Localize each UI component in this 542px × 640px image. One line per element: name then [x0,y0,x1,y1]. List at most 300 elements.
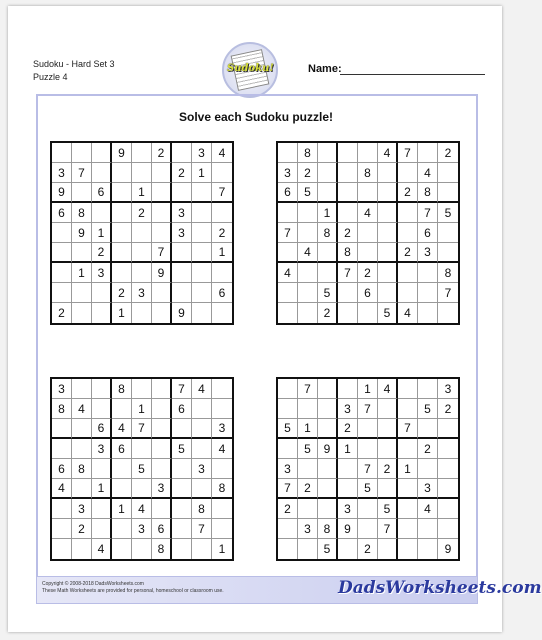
sudoku-cell [172,419,192,439]
sudoku-cell: 6 [52,459,72,479]
sudoku-cell [212,303,232,323]
footer-text [42,581,224,595]
sudoku-cell [112,399,132,419]
sudoku-cell: 4 [192,379,212,399]
sudoku-cell [438,459,458,479]
instructions: Solve each Sudoku puzzle! [178,110,334,124]
sudoku-cell: 2 [92,243,112,263]
sudoku-cell [278,539,298,559]
sudoku-cell [358,223,378,243]
sudoku-cell: 2 [438,399,458,419]
sudoku-cell: 3 [298,519,318,539]
sudoku-cell [358,143,378,163]
sudoku-cell: 7 [278,479,298,499]
sudoku-cell [278,519,298,539]
sudoku-cell: 7 [172,379,192,399]
sudoku-cell [418,419,438,439]
sudoku-cell [358,499,378,519]
sudoku-cell [438,499,458,519]
sudoku-cell: 3 [338,499,358,519]
sudoku-cell [318,499,338,519]
sudoku-cell [192,243,212,263]
sudoku-cell: 3 [278,163,298,183]
sudoku-cell: 7 [72,163,92,183]
sudoku-cell: 5 [278,419,298,439]
sudoku-cell: 5 [318,283,338,303]
sudoku-cell [112,539,132,559]
sudoku-cell [92,379,112,399]
sudoku-cell [358,183,378,203]
sudoku-cell [378,243,398,263]
sudoku-cell: 9 [338,519,358,539]
sudoku-cell [192,223,212,243]
sudoku-cell: 6 [52,203,72,223]
sudoku-cell [378,399,398,419]
sudoku-cell [132,303,152,323]
sudoku-cell [152,439,172,459]
sudoku-cell: 9 [72,223,92,243]
sudoku-cell: 2 [212,223,232,243]
sudoku-cell: 4 [378,143,398,163]
sudoku-cell: 7 [278,223,298,243]
sudoku-cell: 3 [278,459,298,479]
sudoku-cell [72,479,92,499]
sudoku-cell [378,223,398,243]
sudoku-cell [398,203,418,223]
copyright: Copyright © 2008-2018 DadsWorksheets.com [42,581,144,587]
sudoku-cell [72,419,92,439]
sudoku-cell: 3 [212,419,232,439]
sudoku-cell [338,539,358,559]
sudoku-cell [132,379,152,399]
sudoku-cell: 3 [418,243,438,263]
sudoku-cell [92,283,112,303]
sudoku-cell: 7 [398,143,418,163]
sudoku-cell: 6 [172,399,192,419]
sudoku-cell [92,303,112,323]
sudoku-cell [418,459,438,479]
sudoku-cell [318,243,338,263]
sudoku-cell [152,379,172,399]
sudoku-cell [212,459,232,479]
sudoku-cell: 2 [438,143,458,163]
sudoku-cell: 7 [378,519,398,539]
sudoku-cell [72,303,92,323]
sudoku-cell [152,459,172,479]
sudoku-cell [318,183,338,203]
sudoku-cell [52,419,72,439]
sudoku-cell [192,303,212,323]
worksheet-header [33,58,115,84]
sudoku-cell [72,539,92,559]
sudoku-puzzle-3 [50,377,234,561]
sudoku-cell: 1 [218,542,226,556]
logo-text: Sudoku! [227,63,274,74]
sudoku-cell: 5 [438,203,458,223]
sudoku-cell [52,439,72,459]
sudoku-cell [438,439,458,459]
sudoku-cell: 8 [72,203,92,223]
sudoku-cell [172,539,192,559]
sudoku-cell: 4 [358,203,378,223]
sudoku-cell [378,203,398,223]
sudoku-cell [378,439,398,459]
sudoku-cell [298,203,318,223]
sudoku-cell: 6 [358,283,378,303]
sudoku-cell [398,163,418,183]
sudoku-cell [358,419,378,439]
sudoku-cell: 6 [92,183,112,203]
sudoku-cell: 1 [92,479,112,499]
sudoku-cell [52,243,72,263]
sudoku-cell [112,243,132,263]
sudoku-cell [152,303,172,323]
sudoku-puzzle-1 [50,141,234,325]
sudoku-cell [338,203,358,223]
sudoku-cell: 7 [398,419,418,439]
sudoku-cell [318,143,338,163]
sudoku-cell [152,419,172,439]
sudoku-cell: 1 [212,243,232,263]
sudoku-cell [298,223,318,243]
sudoku-cell: 8 [212,479,232,499]
puzzle-number: Puzzle 4 [33,72,68,82]
sudoku-cell [192,439,212,459]
usage-note: These Math Worksheets are provided for personal, homeschool or classroom use. [42,588,224,594]
sudoku-cell: 5 [378,499,398,519]
sudoku-cell: 1 [72,263,92,283]
sudoku-cell [52,519,72,539]
sudoku-cell [52,263,72,283]
sudoku-cell [298,283,318,303]
sudoku-cell [192,419,212,439]
sudoku-cell [72,183,92,203]
sudoku-cell: 8 [338,243,358,263]
sudoku-cell: 3 [172,223,192,243]
sudoku-cell: 7 [152,243,172,263]
sudoku-cell: 3 [92,439,112,459]
sudoku-cell [438,419,458,439]
sudoku-cell [52,283,72,303]
sudoku-cell: 8 [112,379,132,399]
sudoku-cell: 8 [318,519,338,539]
sudoku-cell: 2 [298,479,318,499]
sudoku-cell: 8 [192,499,212,519]
sudoku-cell: 3 [72,499,92,519]
sudoku-cell: 4 [212,143,232,163]
sudoku-cell [338,163,358,183]
sudoku-cell: 2 [298,163,318,183]
sudoku-cell [278,283,298,303]
sudoku-cell [318,399,338,419]
sudoku-cell: 7 [338,263,358,283]
sudoku-cell: 3 [132,283,152,303]
sudoku-cell [378,539,398,559]
sudoku-cell: 5 [298,439,318,459]
sudoku-cell [438,243,458,263]
sudoku-cell: 9 [172,303,192,323]
sudoku-cell: 6 [212,283,232,303]
sudoku-cell [378,263,398,283]
sudoku-cell [278,303,298,323]
sudoku-cell: 2 [132,203,152,223]
sudoku-cell: 7 [418,203,438,223]
sudoku-cell: 5 [172,439,192,459]
sudoku-cell [112,183,132,203]
sudoku-cell: 1 [298,419,318,439]
sudoku-cell: 1 [358,379,378,399]
sudoku-cell: 7 [358,399,378,419]
sudoku-cell [92,459,112,479]
sudoku-cell [318,479,338,499]
sudoku-cell [338,303,358,323]
sudoku-cell: 8 [152,539,172,559]
sudoku-cell [398,283,418,303]
sudoku-cell: 3 [338,399,358,419]
sudoku-cell: 3 [152,479,172,499]
sudoku-cell [152,183,172,203]
sudoku-cell [298,499,318,519]
sudoku-cell: 2 [72,519,92,539]
sudoku-cell [398,439,418,459]
sudoku-cell [192,283,212,303]
sudoku-cell [212,163,232,183]
sudoku-cell [358,303,378,323]
sudoku-cell [398,379,418,399]
sudoku-cell [212,499,232,519]
sudoku-cell [378,183,398,203]
sudoku-cell: 2 [418,439,438,459]
sudoku-cell [338,479,358,499]
sudoku-cell: 4 [298,243,318,263]
sudoku-cell [112,479,132,499]
sudoku-cell [172,263,192,283]
sudoku-cell [132,143,152,163]
sudoku-cell: 9 [112,143,132,163]
sudoku-cell [72,243,92,263]
sudoku-cell [398,499,418,519]
sudoku-cell: 4 [278,263,298,283]
sudoku-cell [132,539,152,559]
sudoku-cell [52,223,72,243]
sudoku-cell [338,143,358,163]
sudoku-cell [438,303,458,323]
sudoku-cell [132,223,152,243]
sudoku-cell: 1 [132,183,152,203]
sudoku-cell [52,143,72,163]
sudoku-cell: 6 [112,439,132,459]
sudoku-cell [72,283,92,303]
sudoku-cell [438,163,458,183]
sudoku-cell: 1 [92,223,112,243]
sudoku-cell: 5 [418,399,438,419]
name-label: Name: [308,63,342,75]
sudoku-cell [172,499,192,519]
sudoku-cell: 4 [92,539,112,559]
sudoku-cell: 8 [72,459,92,479]
sudoku-cell: 3 [192,143,212,163]
sudoku-cell: 5 [318,539,338,559]
sudoku-cell [358,243,378,263]
sudoku-cell [278,399,298,419]
sudoku-cell: 2 [398,183,418,203]
sudoku-cell [318,163,338,183]
sudoku-cell: 2 [152,143,172,163]
sudoku-cell [172,183,192,203]
sudoku-cell [418,263,438,283]
sudoku-cell: 4 [212,439,232,459]
sudoku-cell: 1 [338,439,358,459]
sudoku-cell [298,539,318,559]
sudoku-cell [378,479,398,499]
sudoku-cell [438,223,458,243]
sudoku-cell: 4 [418,163,438,183]
sudoku-cell [398,479,418,499]
sudoku-cell [278,143,298,163]
sudoku-cell [438,183,458,203]
sudoku-cell: 7 [298,379,318,399]
sudoku-cell: 4 [398,303,418,323]
sudoku-cell: 5 [378,303,398,323]
sudoku-cell: 8 [358,163,378,183]
sudoku-cell [418,379,438,399]
sudoku-cell [378,283,398,303]
sudoku-cell: 2 [112,283,132,303]
sudoku-cell [152,223,172,243]
sudoku-cell [358,439,378,459]
sudoku-cell: 3 [92,263,112,283]
sudoku-cell: 1 [132,399,152,419]
sudoku-cell [172,243,192,263]
sudoku-cell: 7 [192,519,212,539]
sudoku-cell: 3 [132,519,152,539]
sudoku-cell [298,399,318,419]
sudoku-cell [438,479,458,499]
sudoku-cell [92,143,112,163]
sudoku-cell [418,143,438,163]
sudoku-cell: 2 [172,163,192,183]
sudoku-cell [398,399,418,419]
sudoku-cell: 3 [52,163,72,183]
sudoku-logo [222,42,278,98]
sudoku-cell: 2 [318,303,338,323]
sudoku-cell: 5 [298,183,318,203]
sudoku-cell [338,379,358,399]
sudoku-cell: 1 [112,303,132,323]
sudoku-cell [192,539,212,559]
sudoku-cell [132,243,152,263]
sudoku-cell [152,399,172,419]
sudoku-cell [318,263,338,283]
sudoku-cell [278,203,298,223]
sudoku-cell [212,379,232,399]
sudoku-cell [298,303,318,323]
sudoku-cell [112,459,132,479]
sudoku-cell [298,459,318,479]
sudoku-cell: 3 [52,379,72,399]
sudoku-cell: 2 [278,499,298,519]
sudoku-cell [72,143,92,163]
sudoku-cell [72,379,92,399]
sudoku-cell [318,419,338,439]
sudoku-puzzle-2 [276,141,460,325]
sudoku-cell: 6 [152,519,172,539]
sudoku-cell: 2 [338,419,358,439]
sudoku-cell: 2 [358,539,378,559]
sudoku-cell: 9 [444,542,452,556]
sudoku-cell [338,283,358,303]
sudoku-cell [152,203,172,223]
sudoku-cell: 2 [398,243,418,263]
sudoku-cell [112,263,132,283]
sudoku-cell [92,499,112,519]
sudoku-cell [112,163,132,183]
sudoku-cell [172,459,192,479]
sudoku-cell: 4 [378,379,398,399]
sudoku-cell: 5 [132,459,152,479]
sudoku-cell: 3 [438,379,458,399]
sudoku-cell [212,203,232,223]
sudoku-cell [338,459,358,479]
sudoku-cell [398,223,418,243]
sudoku-cell [418,283,438,303]
sudoku-cell [398,539,418,559]
sudoku-cell: 2 [338,223,358,243]
name-field-line [340,74,485,75]
brand-logo: DadsWorksheets.com [338,578,542,598]
sudoku-cell: 6 [278,183,298,203]
sudoku-cell [132,439,152,459]
sudoku-cell [152,283,172,303]
sudoku-cell: 7 [132,419,152,439]
sudoku-cell [298,263,318,283]
sudoku-cell [112,223,132,243]
sudoku-cell [278,439,298,459]
sudoku-cell [112,519,132,539]
sudoku-cell [92,163,112,183]
sudoku-cell [192,263,212,283]
sudoku-cell [378,419,398,439]
sudoku-cell: 8 [418,183,438,203]
sudoku-cell: 4 [132,499,152,519]
sudoku-cell [52,539,72,559]
sudoku-cell: 2 [52,303,72,323]
sudoku-cell [132,479,152,499]
sudoku-cell [212,399,232,419]
sudoku-cell [172,479,192,499]
sudoku-puzzle-4 [276,377,460,561]
sudoku-cell: 4 [52,479,72,499]
sudoku-cell [318,379,338,399]
sudoku-cell: 8 [318,223,338,243]
sudoku-cell [278,379,298,399]
sudoku-cell [398,263,418,283]
sudoku-cell: 7 [358,459,378,479]
sudoku-cell: 8 [52,399,72,419]
sudoku-cell: 9 [318,439,338,459]
sudoku-cell: 1 [192,163,212,183]
sudoku-cell [52,499,72,519]
sudoku-cell: 1 [318,203,338,223]
sudoku-cell: 7 [212,183,232,203]
sudoku-cell [152,499,172,519]
sudoku-cell: 9 [152,263,172,283]
sudoku-cell [112,203,132,223]
sudoku-cell: 2 [378,459,398,479]
sudoku-cell: 6 [92,419,112,439]
sudoku-cell: 4 [418,499,438,519]
sudoku-cell [132,263,152,283]
